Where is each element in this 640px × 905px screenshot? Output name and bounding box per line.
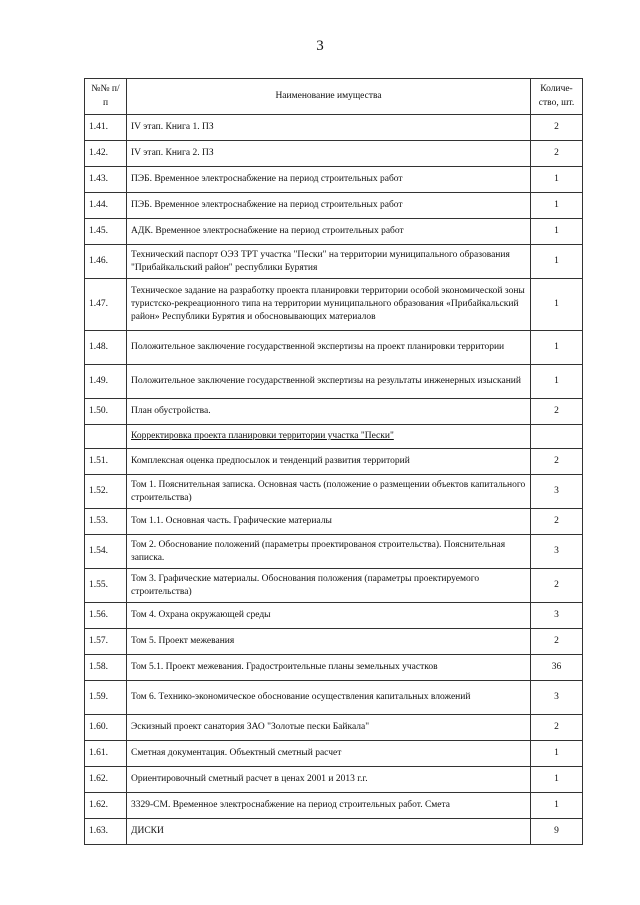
row-number: 1.59.	[85, 681, 127, 715]
row-name: Положительное заключение государственной экспертизы на результаты инженерных изысканий	[127, 365, 531, 399]
row-number: 1.46.	[85, 245, 127, 279]
table-row	[85, 449, 583, 475]
row-quantity	[531, 425, 583, 449]
row-name: Техническое задание на разработку проекта планировки территории особой экономической зоны туристско-рекреационного типа на территории муниципального образования «Прибайкальский район» Республики Бурятия и обосновывающих материалов	[127, 279, 531, 331]
row-number: 1.48.	[85, 331, 127, 365]
row-quantity: 2	[531, 141, 583, 167]
table-row	[85, 475, 583, 509]
row-number: 1.54.	[85, 535, 127, 569]
row-quantity: 2	[531, 629, 583, 655]
table-row	[85, 603, 583, 629]
row-quantity: 9	[531, 819, 583, 845]
row-quantity: 1	[531, 793, 583, 819]
table-row	[85, 219, 583, 245]
row-quantity: 1	[531, 193, 583, 219]
row-quantity: 3	[531, 603, 583, 629]
row-number: 1.53.	[85, 509, 127, 535]
row-number: 1.51.	[85, 449, 127, 475]
row-number: 1.47.	[85, 279, 127, 331]
row-number: 1.50.	[85, 399, 127, 425]
row-name: Том 1. Пояснительная записка. Основная часть (положение о размещении объектов капитального строительства)	[127, 475, 531, 509]
row-number: 1.45.	[85, 219, 127, 245]
page-number: 3	[316, 38, 324, 54]
row-number: 1.42.	[85, 141, 127, 167]
row-number: 1.56.	[85, 603, 127, 629]
table-row	[85, 365, 583, 399]
row-number: 1.52.	[85, 475, 127, 509]
row-name: АДК. Временное электроснабжение на период строительных работ	[127, 219, 531, 245]
row-number: 1.44.	[85, 193, 127, 219]
row-quantity: 36	[531, 655, 583, 681]
row-number: 1.62.	[85, 767, 127, 793]
table-header-row	[85, 79, 583, 115]
row-name: ПЭБ. Временное электроснабжение на период строительных работ	[127, 167, 531, 193]
row-name: Том 5.1. Проект межевания. Градостроительные планы земельных участков	[127, 655, 531, 681]
table-row	[85, 793, 583, 819]
table-row	[85, 331, 583, 365]
row-quantity: 1	[531, 741, 583, 767]
row-quantity: 2	[531, 399, 583, 425]
row-name: Том 6. Технико-экономическое обоснование осуществления капитальных вложений	[127, 681, 531, 715]
row-name: IV этап. Книга 1. ПЗ	[127, 115, 531, 141]
table-row	[85, 245, 583, 279]
row-name: IV этап. Книга 2. ПЗ	[127, 141, 531, 167]
row-quantity: 1	[531, 331, 583, 365]
table-row	[85, 279, 583, 331]
table-row	[85, 399, 583, 425]
row-name: Комплексная оценка предпосылок и тенденций развития территорий	[127, 449, 531, 475]
table-row	[85, 509, 583, 535]
row-number: 1.41.	[85, 115, 127, 141]
row-name: Эскизный проект санатория ЗАО "Золотые пески Байкала"	[127, 715, 531, 741]
row-quantity: 3	[531, 535, 583, 569]
row-name: Сметная документация. Объектный сметный расчет	[127, 741, 531, 767]
row-number	[85, 425, 127, 449]
row-number: 1.43.	[85, 167, 127, 193]
row-name: Положительное заключение государственной экспертизы на проект планировки территории	[127, 331, 531, 365]
table-row	[85, 715, 583, 741]
row-quantity: 1	[531, 365, 583, 399]
row-quantity: 2	[531, 715, 583, 741]
row-name: Том 3. Графические материалы. Обоснования положения (параметры проектируемого строительства)	[127, 569, 531, 603]
row-name: Том 2. Обоснование положений (параметры проектированоя строительства). Пояснительная записка.	[127, 535, 531, 569]
row-name: ДИСКИ	[127, 819, 531, 845]
table-row	[85, 141, 583, 167]
header-quantity: Количе- ство, шт.	[531, 79, 583, 115]
row-quantity: 1	[531, 219, 583, 245]
table-row	[85, 193, 583, 219]
row-name: Том 5. Проект межевания	[127, 629, 531, 655]
row-name: Том 4. Охрана окружающей среды	[127, 603, 531, 629]
row-number: 1.49.	[85, 365, 127, 399]
row-quantity: 1	[531, 279, 583, 331]
table-row	[85, 741, 583, 767]
table-row	[85, 629, 583, 655]
row-quantity: 3	[531, 681, 583, 715]
row-number: 1.60.	[85, 715, 127, 741]
row-number: 1.62.	[85, 793, 127, 819]
property-table	[84, 78, 583, 845]
row-quantity: 2	[531, 115, 583, 141]
row-name: 3329-СМ. Временное электроснабжение на период строительных работ. Смета	[127, 793, 531, 819]
row-quantity: 3	[531, 475, 583, 509]
table-row	[85, 655, 583, 681]
table-row	[85, 535, 583, 569]
table-row	[85, 569, 583, 603]
row-quantity: 1	[531, 767, 583, 793]
row-quantity: 2	[531, 569, 583, 603]
row-name: Том 1.1. Основная часть. Графические материалы	[127, 509, 531, 535]
table-section-row	[85, 425, 583, 449]
table-row	[85, 167, 583, 193]
row-number: 1.55.	[85, 569, 127, 603]
row-name: ПЭБ. Временное электроснабжение на период строительных работ	[127, 193, 531, 219]
row-name: Технический паспорт ОЭЗ ТРТ участка "Пески" на территории муниципального образования "Прибайкальский район" республики Бурятия	[127, 245, 531, 279]
table-row	[85, 681, 583, 715]
header-name: Наименование имущества	[127, 79, 531, 115]
row-quantity: 2	[531, 449, 583, 475]
row-number: 1.58.	[85, 655, 127, 681]
row-name: Корректировка проекта планировки территории участка "Пески"	[127, 425, 531, 449]
table-row	[85, 767, 583, 793]
table-body	[85, 115, 583, 845]
row-quantity: 1	[531, 167, 583, 193]
row-number: 1.57.	[85, 629, 127, 655]
row-number: 1.61.	[85, 741, 127, 767]
row-number: 1.63.	[85, 819, 127, 845]
table-row	[85, 115, 583, 141]
table-row	[85, 819, 583, 845]
row-quantity: 2	[531, 509, 583, 535]
row-quantity: 1	[531, 245, 583, 279]
row-name: Ориентировочный сметный расчет в ценах 2001 и 2013 г.г.	[127, 767, 531, 793]
row-name: План обустройства.	[127, 399, 531, 425]
header-number: №№ п/п	[85, 79, 127, 115]
